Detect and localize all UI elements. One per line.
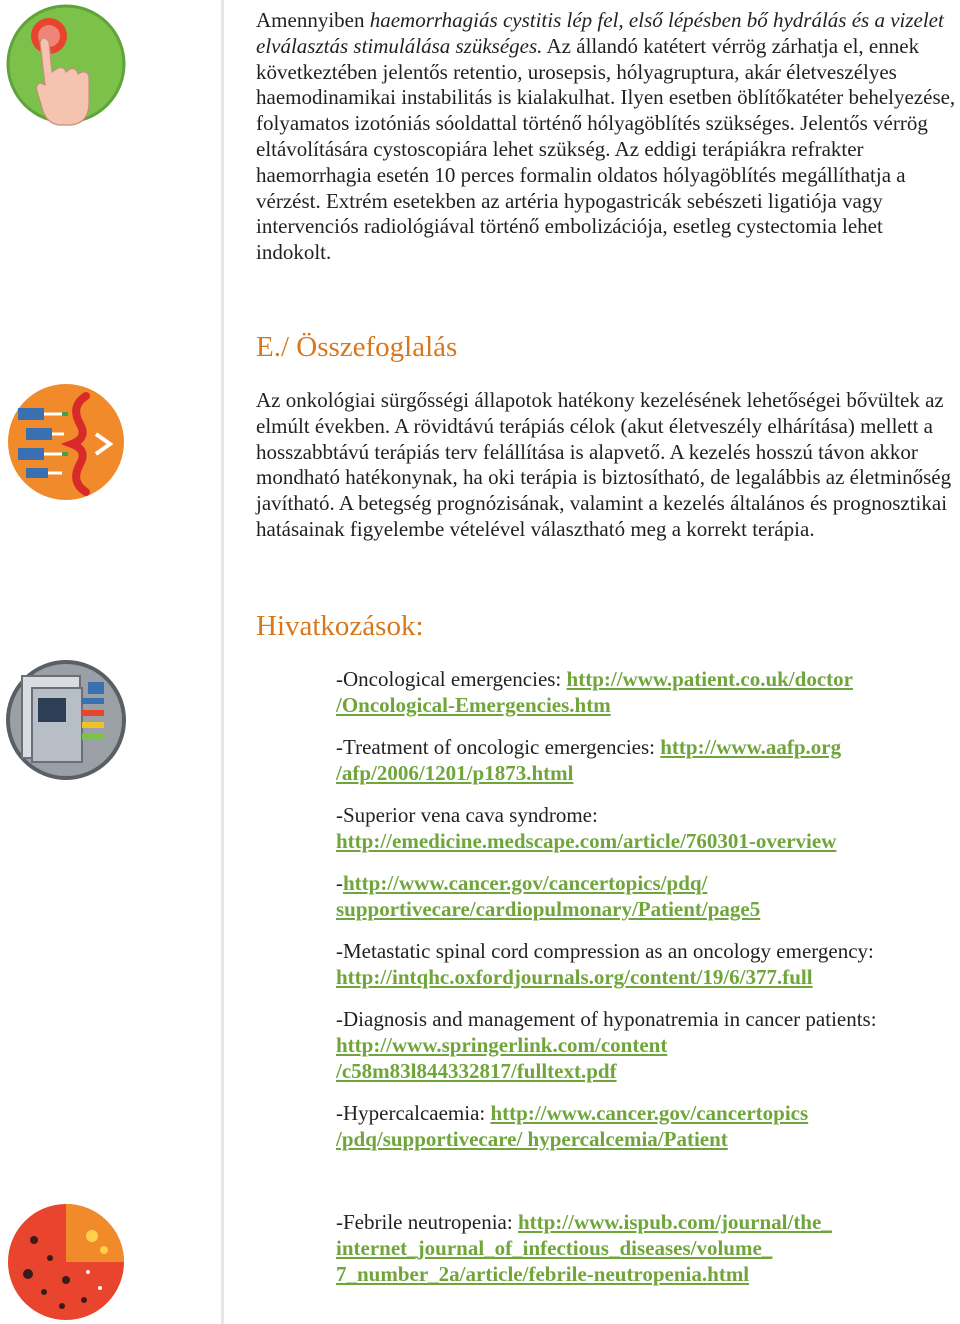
reference-item: -Treatment of oncologic emergencies: http://www.aafp.org /afp/2006/1201/p1873.html <box>336 735 842 785</box>
reference-link[interactable]: http://www.aafp.org /afp/2006/1201/p1873.html <box>336 735 842 785</box>
reference-item: -Metastatic spinal cord compression as an oncology emergency: http://intqhc.oxfordjournals.org/content/19/6/377.full <box>336 939 874 989</box>
reference-item: -Oncological emergencies: http://www.patient.co.uk/doctor /Oncological-Emergencies.htm <box>336 667 853 717</box>
summary-paragraph: Az onkológiai sürgősségi állapotok hatékony kezelésének lehetőségei bővültek az elmúlt években. A rövidtávú terápiás célok (akut életveszély elhárítása) mellett a hosszabbtávú terápiás terv felállítása is alapvető. A kezelés hosszú távon akkor mondható hatékonynak, ha oki terápia is biztosítható, de legalábbis az életminőség javítható. A betegség prognózisának, valamint a kezelés általános és prognosztikai hatásainak figyelembe vételével választható meg a korrekt terápia. <box>256 388 952 541</box>
reference-item: -Hypercalcaemia: http://www.cancer.gov/cancertopics /pdq/supportivecare/ hypercalcemia/Patient <box>336 1101 809 1151</box>
reference-link[interactable]: http://www.cancer.gov/cancertopics /pdq/supportivecare/ hypercalcemia/Patient <box>336 1101 809 1151</box>
reference-link[interactable]: http://intqhc.oxfordjournals.org/content/19/6/377.full <box>336 965 813 989</box>
rail-divider <box>221 0 224 1324</box>
reference-item: -Diagnosis and management of hyponatremia in cancer patients: http://www.springerlink.com/content /c58m83l844332817/fulltext.pdf <box>336 1007 877 1083</box>
hand-press-icon <box>4 2 128 126</box>
reference-item: -Febrile neutropenia: http://www.ispub.com/journal/the_ internet_journal_of_infectious_diseases/volume_ 7_number_2a/article/febrile-neutropenia.html <box>336 1210 832 1286</box>
reference-item: -Superior vena cava syndrome: http://emedicine.medscape.com/article/760301-overview <box>336 803 837 853</box>
reference-link[interactable]: http://www.ispub.com/journal/the_ internet_journal_of_infectious_diseases/volume_ 7_number_2a/article/febrile-neutropenia.html <box>336 1210 832 1286</box>
documents-icon <box>4 658 128 782</box>
reference-link[interactable]: http://www.springerlink.com/content /c58m83l844332817/fulltext.pdf <box>336 1033 668 1083</box>
cells-icon <box>4 1200 128 1324</box>
summary-heading: E./ Összefoglalás <box>256 331 458 363</box>
reference-link[interactable]: http://www.cancer.gov/cancertopics/pdq/ supportivecare/cardiopulmonary/Patient/page5 <box>336 871 761 921</box>
intro-paragraph: Amennyiben haemorrhagiás cystitis lép fel, első lépésben bő hydrálás és a vizelet elválasztás stimulálása szükséges. Az állandó katétert vérrög zárhatja el, ennek következtében jelentős retentio, urosepsis, hólyagruptura, akár életveszélyes haemodinamikai instabilitás is kialakulhat. Ilyen esetben öblítőkatéter behelyezése, folyamatos izotóniás sóoldattal történő hólyagöblítés szükséges. Jelentős vérrög eltávolítására cystoscopiára lehet szükség. Az eddigi terápiákra refrakter haemorrhagia esetén 10 perces formalin oldatos hólyagöblítés megállíthatja a vérzést. Extrém esetekben az artéria hypogastricák sebészeti ligatiója vagy intervenciós radiológiával történő embolizációja, esetleg cystectomia lehet indokolt. <box>256 8 956 265</box>
reference-link[interactable]: http://emedicine.medscape.com/article/760301-overview <box>336 829 837 853</box>
main-content <box>256 8 956 266</box>
flowchart-icon <box>4 380 128 504</box>
reference-item: -http://www.cancer.gov/cancertopics/pdq/ supportivecare/cardiopulmonary/Patient/page5 <box>336 871 761 921</box>
intro-italic: haemorrhagiás cystitis lép fel, első lépésben bő hydrálás és a vizelet elválasztás stimulálása szükséges. <box>256 8 944 58</box>
reference-link[interactable]: http://www.patient.co.uk/doctor /Oncological-Emergencies.htm <box>336 667 853 717</box>
references-heading: Hivatkozások: <box>256 610 424 642</box>
